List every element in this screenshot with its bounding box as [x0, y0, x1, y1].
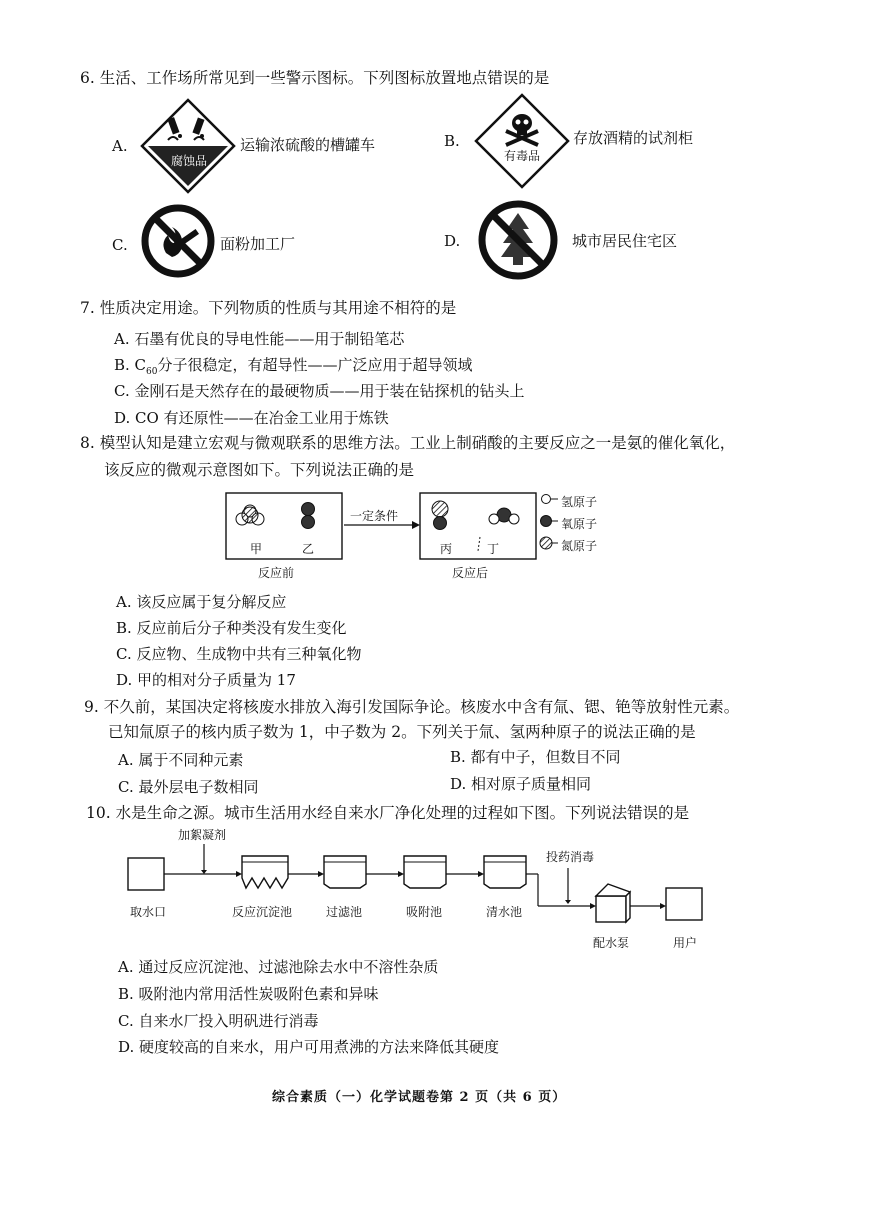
- page-footer: 综合素质（一）化学试题卷第 2 页（共 6 页）: [272, 1090, 567, 1105]
- q7-option-d: D. CO 有还原性——在冶金工业用于炼铁: [114, 409, 389, 427]
- toxic-icon-label: 有毒品: [504, 149, 541, 163]
- q10-option-b: B. 吸附池内常用活性炭吸附色素和异味: [118, 985, 379, 1003]
- label-ding: 丁: [487, 542, 500, 556]
- label-sediment: 反应沉淀池: [232, 905, 293, 919]
- q8-option-a: A. 该反应属于复分解反应: [116, 593, 287, 611]
- q9-stem-line1: 9. 不久前，某国决定将核废水排放入海引发国际争论。核废水中含有氚、锶、铯等放射性元素。: [84, 698, 740, 716]
- legend-nitrogen: 氮原子: [561, 539, 598, 553]
- label-user: 用户: [673, 936, 698, 950]
- q6-option-b-text: 存放酒精的试剂柜: [573, 129, 694, 147]
- q8-stem-line2: 该反应的微观示意图如下。下列说法正确的是: [104, 461, 415, 479]
- q10-option-c: C. 自来水厂投入明矾进行消毒: [118, 1012, 319, 1030]
- corrosive-icon-label: 腐蚀品: [171, 154, 208, 168]
- q6-option-a-text: 运输浓硫酸的槽罐车: [240, 136, 376, 154]
- q6-option-d-letter: D.: [444, 232, 461, 250]
- corrosive-icon: [140, 98, 236, 194]
- q6-option-d-text: 城市居民住宅区: [572, 232, 678, 250]
- q9-option-b: B. 都有中子，但数目不同: [450, 748, 621, 766]
- q7-stem: 7. 性质决定用途。下列物质的性质与其用途不相符的是: [80, 299, 457, 317]
- q6-stem: 6. 生活、工作场所常见到一些警示图标。下列图标放置地点错误的是: [80, 69, 550, 87]
- q8-option-c: C. 反应物、生成物中共有三种氧化物: [116, 645, 362, 663]
- no-fireworks-icon: [477, 199, 559, 281]
- label-clear: 清水池: [486, 905, 523, 919]
- q7-option-a: A. 石墨有优良的导电性能——用于制铅笔芯: [114, 330, 405, 348]
- label-jia: 甲: [250, 542, 263, 556]
- q9-option-c: C. 最外层电子数相同: [118, 778, 259, 796]
- q6-option-c-text: 面粉加工厂: [220, 235, 296, 253]
- q10-option-d: D. 硬度较高的自来水，用户可用煮沸的方法来降低其硬度: [118, 1038, 500, 1056]
- label-before: 反应前: [258, 566, 295, 580]
- label-pump: 配水泵: [593, 936, 630, 950]
- q9-option-d: D. 相对原子质量相同: [450, 775, 592, 793]
- label-disinfect: 投药消毒: [546, 850, 595, 864]
- q6-option-b-letter: B.: [444, 132, 460, 150]
- label-condition: 一定条件: [350, 509, 399, 523]
- q8-stem-line1: 8. 模型认知是建立宏观与微观联系的思维方法。工业上制硝酸的主要反应之一是氨的催化氧化，: [80, 434, 736, 452]
- legend-oxygen: 氧原子: [561, 517, 598, 531]
- q8-option-d: D. 甲的相对分子质量为 17: [116, 671, 296, 689]
- q10-stem: 10. 水是生命之源。城市生活用水经自来水厂净化处理的过程如下图。下列说法错误的是: [86, 804, 690, 822]
- q9-stem-line2: 已知氚原子的核内质子数为 1，中子数为 2。下列关于氚、氢两种原子的说法正确的是: [108, 723, 696, 741]
- label-intake: 取水口: [130, 905, 167, 919]
- label-yi: 乙: [302, 542, 315, 556]
- q6-option-a-letter: A.: [112, 137, 128, 155]
- q7-option-c: C. 金刚石是天然存在的最硬物质——用于装在钻探机的钻头上: [114, 382, 525, 400]
- legend-hydrogen: 氢原子: [561, 495, 598, 509]
- q7-option-b: B. $C_{60}$分子很稳定，有超导性——广泛应用于超导领域: [114, 356, 473, 377]
- q9-option-a: A. 属于不同种元素: [118, 751, 244, 769]
- no-fire-icon: [140, 203, 216, 279]
- label-bing: 丙: [440, 542, 453, 556]
- toxic-icon: [474, 93, 570, 189]
- label-after: 反应后: [452, 566, 489, 580]
- label-coagulant: 加絮凝剂: [178, 828, 227, 842]
- label-adsorb: 吸附池: [406, 905, 443, 919]
- q10-option-a: A. 通过反应沉淀池、过滤池除去水中不溶性杂质: [118, 958, 439, 976]
- label-filter: 过滤池: [326, 905, 363, 919]
- q6-option-c-letter: C.: [112, 236, 128, 254]
- q8-option-b: B. 反应前后分子种类没有发生变化: [116, 619, 347, 637]
